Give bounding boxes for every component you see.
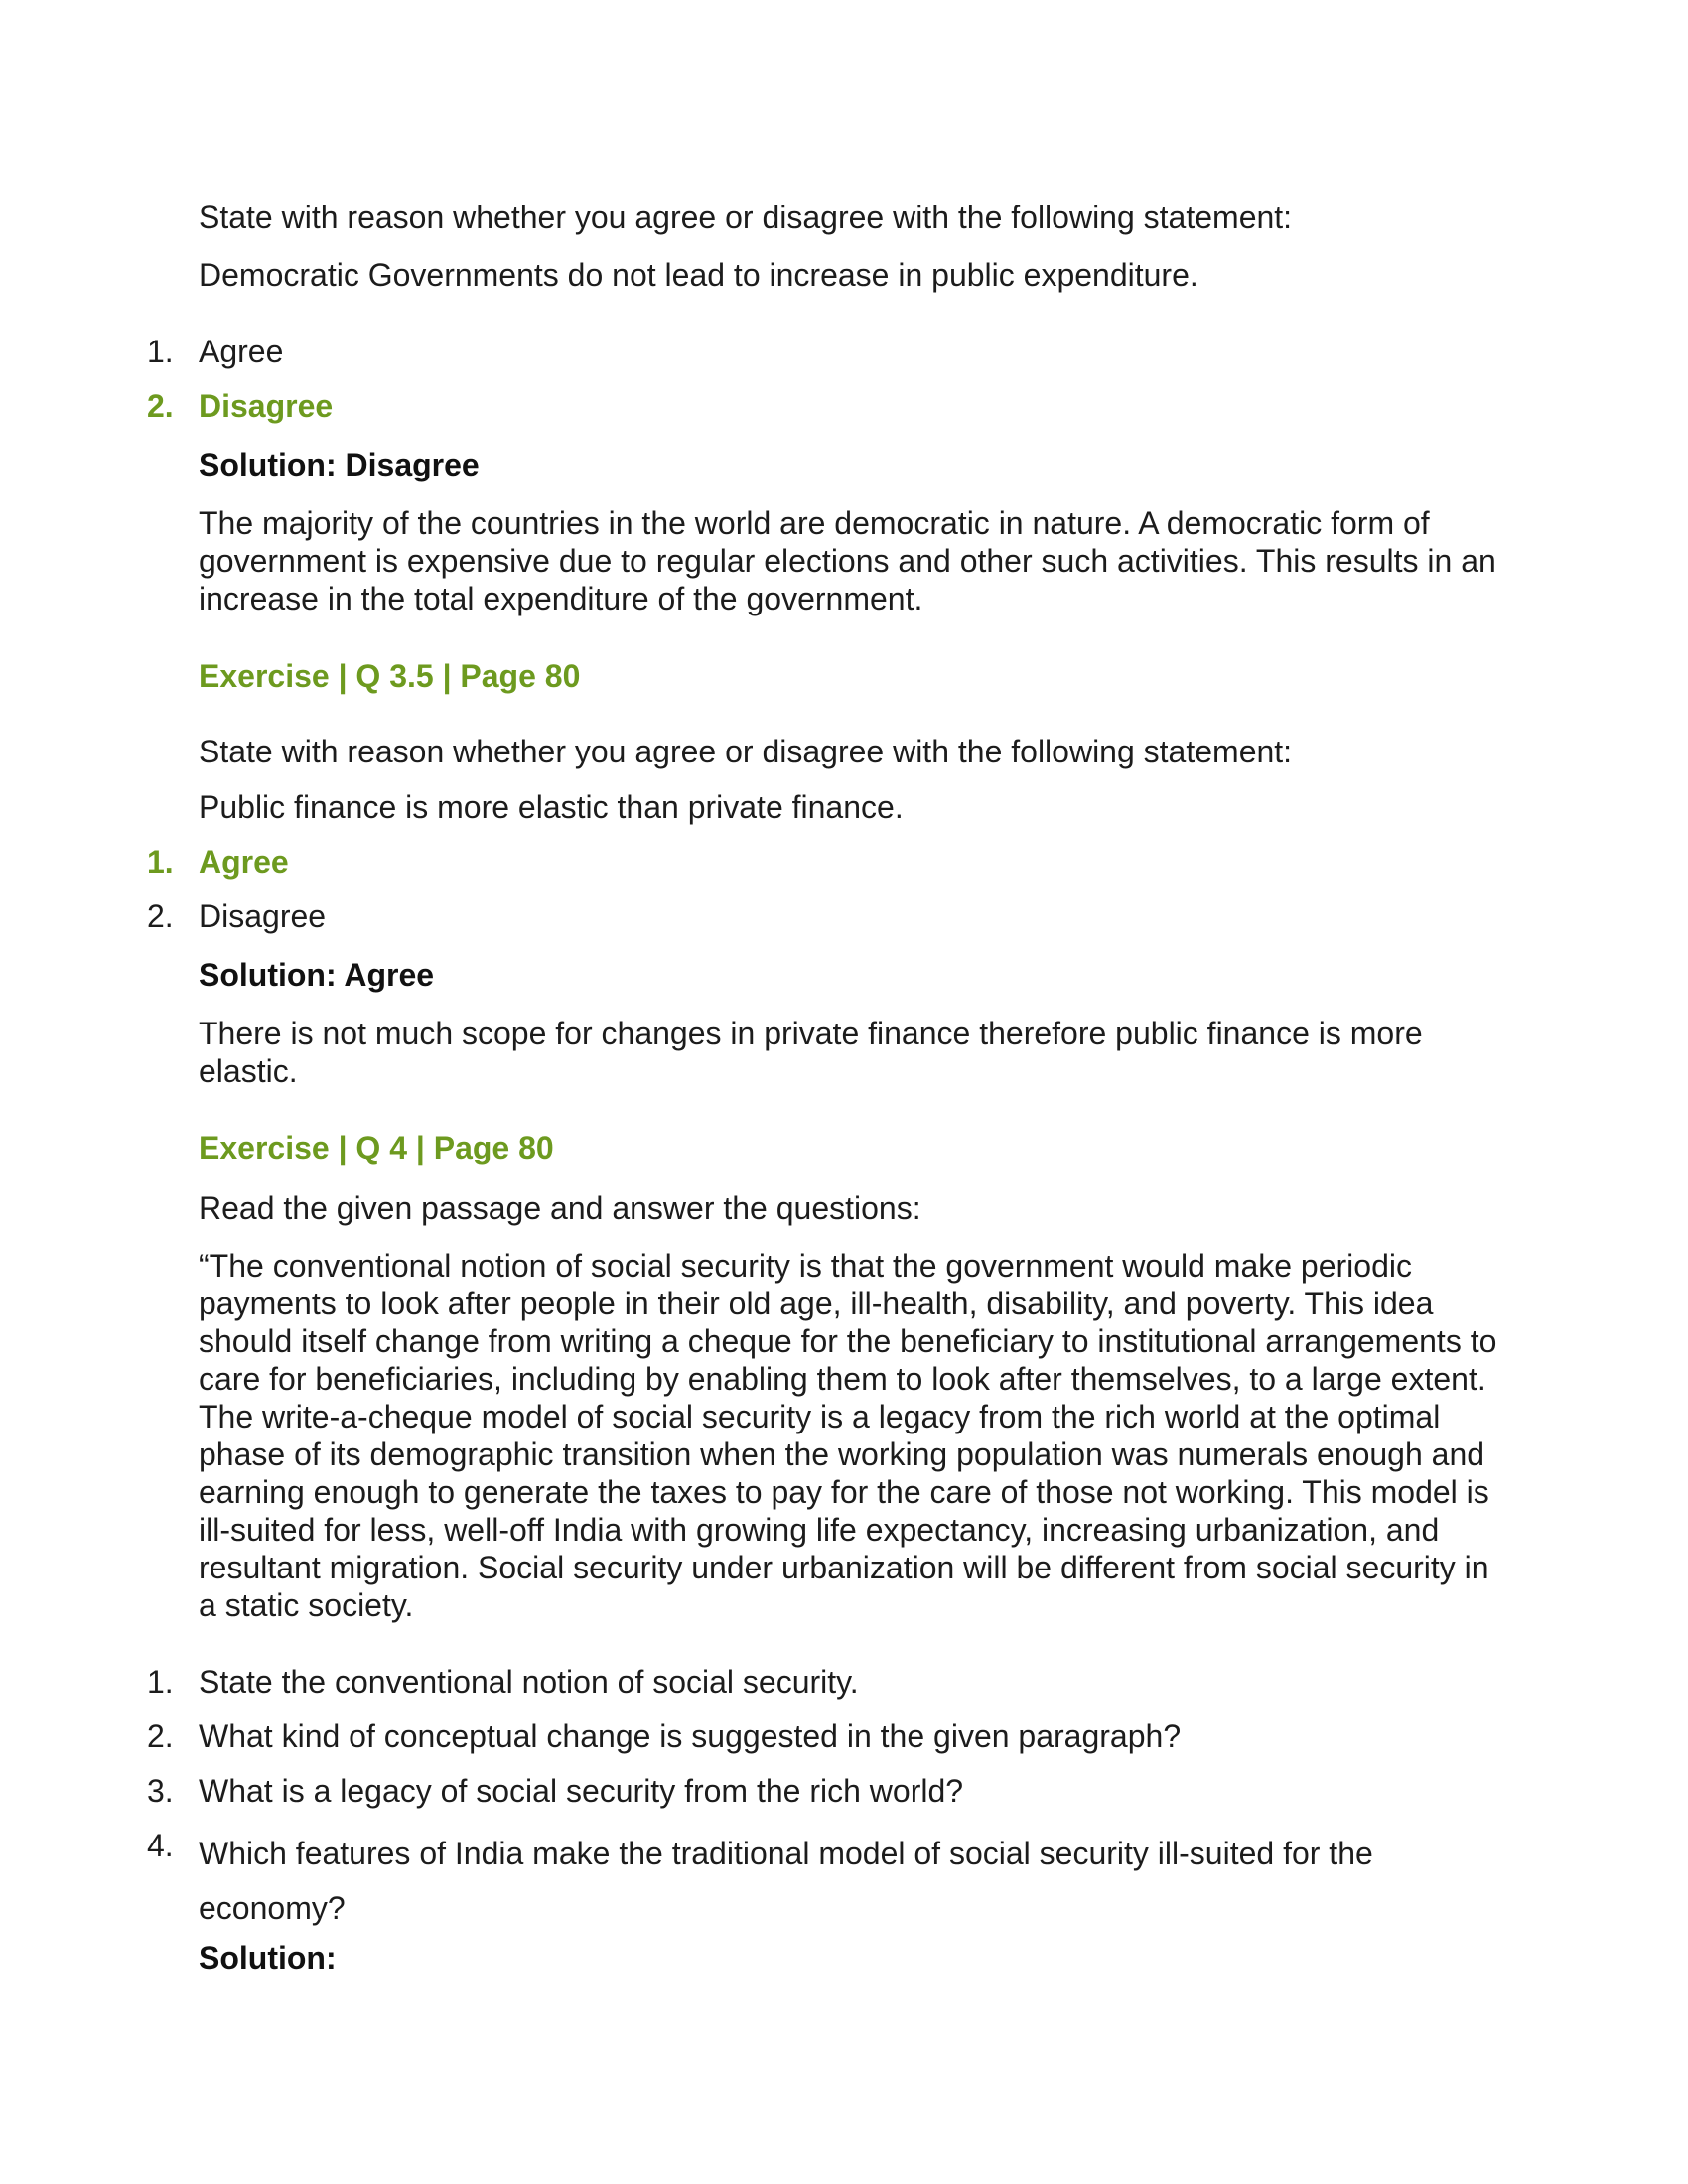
q2-statement: Public finance is more elastic than private finance. <box>199 789 904 825</box>
q3-solution-heading: Solution: <box>199 1940 337 1976</box>
q2-option-2-number: 2. <box>147 898 174 934</box>
q2-option-disagree: Disagree <box>199 898 327 934</box>
q1-solution-text: The majority of the countries in the world are democratic in nature. A democratic form of government is expensive due to regular elections and other such activities. This results in an increase in the total expenditure of the government. <box>199 505 1496 616</box>
q1-option-disagree-correct: Disagree <box>199 388 334 424</box>
q1-option-2-number: 2. <box>147 388 174 424</box>
q2-prompt: State with reason whether you agree or disagree with the following statement: <box>199 734 1293 769</box>
q1-option-agree: Agree <box>199 334 284 369</box>
q1-statement: Democratic Governments do not lead to increase in public expenditure. <box>199 257 1198 293</box>
q1-option-1-number: 1. <box>147 334 174 369</box>
q3-question-3: What is a legacy of social security from the rich world? <box>199 1773 964 1809</box>
q1-prompt: State with reason whether you agree or disagree with the following statement: <box>199 200 1293 235</box>
q2-option-agree-correct: Agree <box>199 844 289 880</box>
q3-question-2: What kind of conceptual change is suggested in the given paragraph? <box>199 1718 1182 1754</box>
q2-solution-heading: Solution: Agree <box>199 957 435 993</box>
q3-passage: “The conventional notion of social security is that the government would make periodic payments to look after people in their old age, ill-health, disability, and poverty. This idea should itself change from writing a cheque for the beneficiary to institutional arrangements to care for beneficiaries, including by enabling them to look after themselves, to a large extent. The write-a-cheque model of social security is a legacy from the rich world at the optimal phase of its demographic transition when the working population was numerals enough and earning enough to generate the taxes to pay for the care of those not working. This model is ill-suited for less, well-off India with growing life expectancy, increasing urbanization, and resultant migration. Social security under urbanization will be different from social security in a static society. <box>199 1248 1497 1623</box>
q2-exercise-heading: Exercise | Q 3.5 | Page 80 <box>199 658 581 694</box>
q3-question-3-number: 3. <box>147 1773 174 1809</box>
q1-solution-heading: Solution: Disagree <box>199 447 480 482</box>
q3-prompt: Read the given passage and answer the questions: <box>199 1190 921 1226</box>
q3-question-4-number: 4. <box>147 1828 174 1863</box>
q3-exercise-heading: Exercise | Q 4 | Page 80 <box>199 1130 554 1165</box>
q2-option-1-number: 1. <box>147 844 174 880</box>
q3-question-1-number: 1. <box>147 1664 174 1700</box>
q3-question-2-number: 2. <box>147 1718 174 1754</box>
q3-question-1: State the conventional notion of social security. <box>199 1664 859 1700</box>
q3-question-4: Which features of India make the traditional model of social security ill-suited for the economy? <box>199 1836 1373 1926</box>
q2-solution-text: There is not much scope for changes in private finance therefore public finance is more elastic. <box>199 1016 1423 1089</box>
